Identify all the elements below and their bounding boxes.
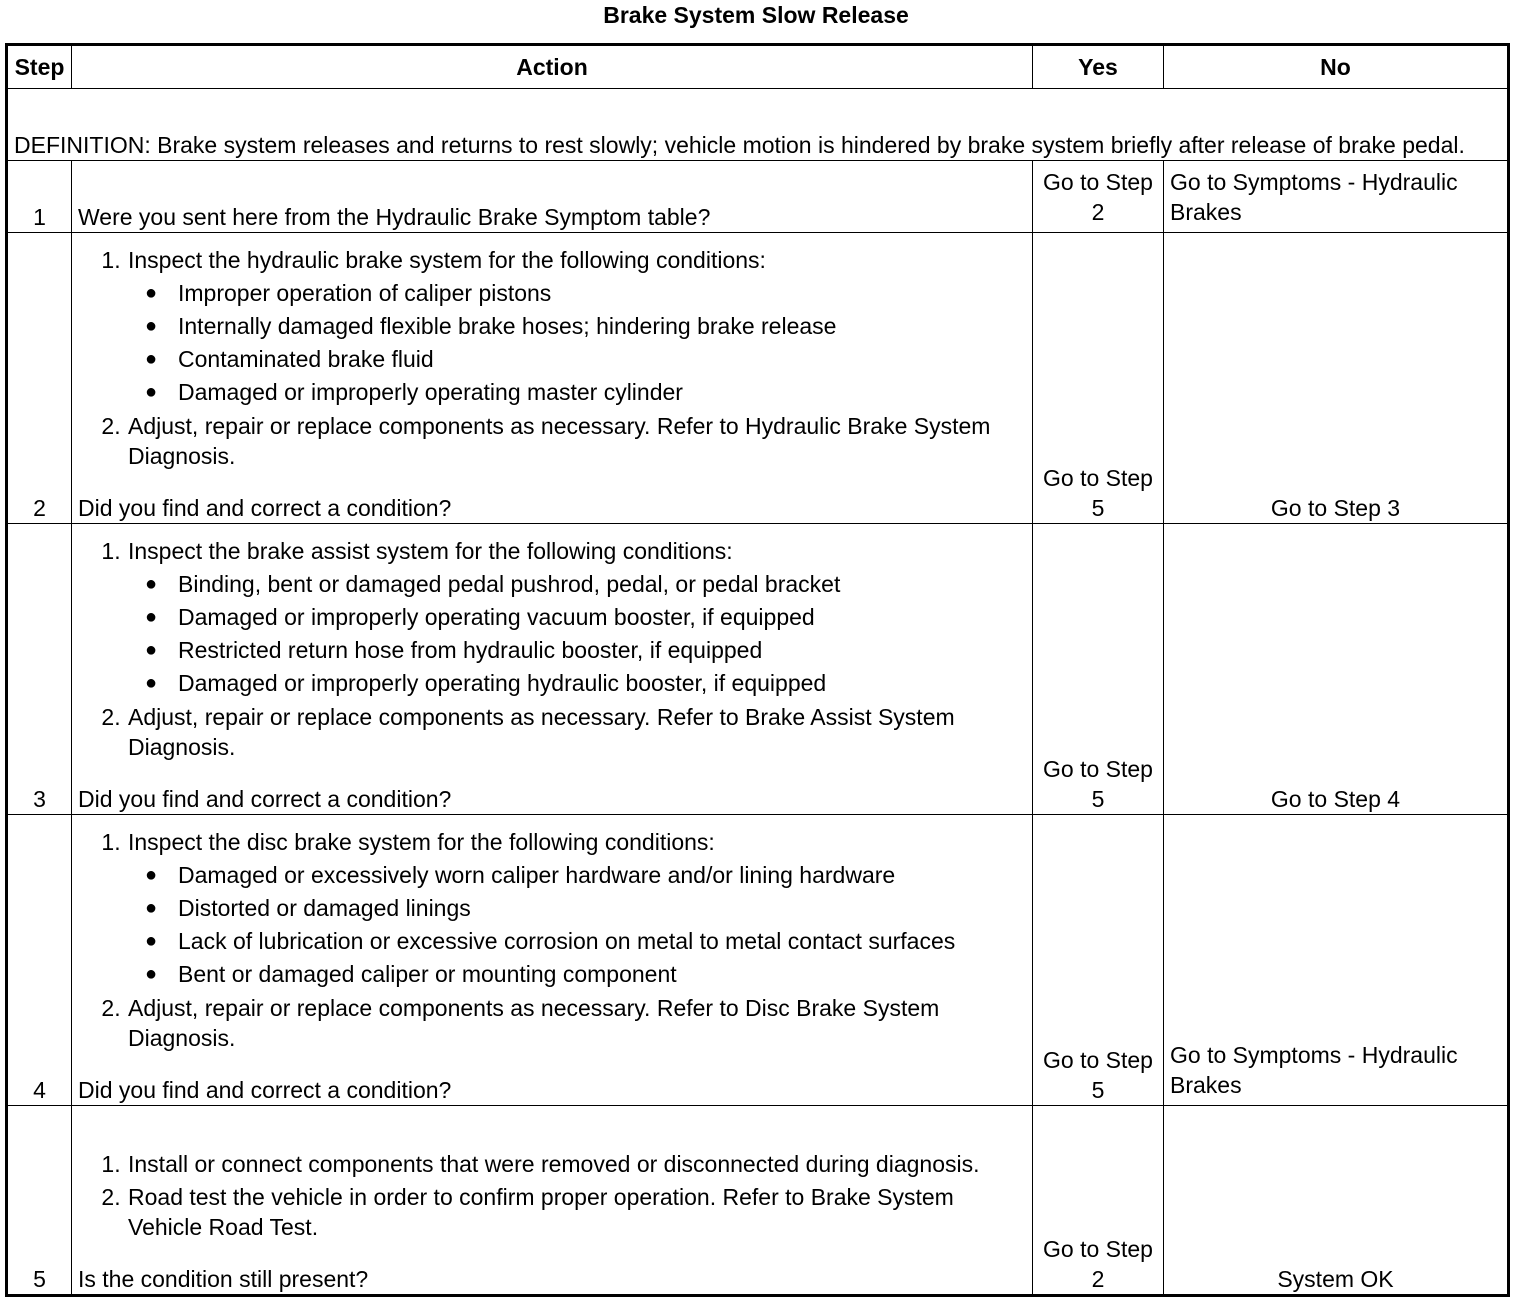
step-number: 3 (7, 524, 72, 815)
table-row (7, 815, 1509, 1106)
condition-item: ● Binding, bent or damaged pedal pushrod, pedal, or pedal bracket (178, 568, 1026, 601)
condition-item: ● Improper operation of caliper pistons (178, 277, 1026, 310)
action-question: Did you find and correct a condition? (78, 495, 452, 521)
condition-item: ● Lack of lubrication or excessive corrosion on metal to metal contact surfaces (178, 925, 1026, 958)
table-row (7, 233, 1509, 524)
definition-text: DEFINITION: Brake system releases and returns to rest slowly; vehicle motion is hindered by brake system briefly after release of brake pedal. (7, 89, 1509, 161)
yes-cell: Go to Step 2 (1033, 161, 1164, 233)
action-step-text: Inspect the hydraulic brake system for the following conditions: (128, 247, 766, 273)
header-row (7, 45, 1509, 89)
action-cell (72, 161, 1033, 233)
condition-item: ● Restricted return hose from hydraulic booster, if equipped (178, 634, 1026, 667)
action-question: Were you sent here from the Hydraulic Brake Symptom table? (78, 204, 711, 230)
diagnostic-table (5, 43, 1510, 1297)
definition-row (7, 89, 1509, 161)
condition-item: ● Damaged or improperly operating vacuum booster, if equipped (178, 601, 1026, 634)
action-steps (78, 536, 1026, 762)
yes-cell: Go to Step 5 (1033, 815, 1164, 1106)
condition-item: ● Bent or damaged caliper or mounting component (178, 958, 1026, 991)
header-no: No (1164, 45, 1509, 89)
step-number: 1 (7, 161, 72, 233)
action-step: 2. Adjust, repair or replace components as necessary. Refer to Brake Assist System Diagnosis. (127, 702, 1026, 762)
header-action: Action (72, 45, 1033, 89)
action-question: Did you find and correct a condition? (78, 1077, 452, 1103)
action-step (127, 827, 1026, 991)
condition-list (128, 859, 1026, 991)
no-cell: Go to Step 4 (1164, 524, 1509, 815)
action-steps (78, 245, 1026, 471)
no-cell: Go to Symptoms - Hydraulic Brakes (1164, 815, 1509, 1106)
no-cell: System OK (1164, 1106, 1509, 1296)
action-steps (78, 1149, 1026, 1242)
yes-cell: Go to Step 5 (1033, 524, 1164, 815)
action-step: 2. Adjust, repair or replace components as necessary. Refer to Hydraulic Brake System Diagnosis. (127, 411, 1026, 471)
action-step (127, 536, 1026, 700)
action-question: Is the condition still present? (78, 1266, 369, 1292)
condition-item: ● Distorted or damaged linings (178, 892, 1026, 925)
yes-cell: Go to Step 5 (1033, 233, 1164, 524)
page-title: Brake System Slow Release (603, 2, 909, 28)
table-row (7, 524, 1509, 815)
action-steps (78, 827, 1026, 1053)
action-question: Did you find and correct a condition? (78, 786, 452, 812)
no-cell: Go to Symptoms - Hydraulic Brakes (1164, 161, 1509, 233)
action-step (127, 245, 1026, 409)
action-cell (72, 524, 1033, 815)
action-cell (72, 1106, 1033, 1296)
step-number: 4 (7, 815, 72, 1106)
table-row (7, 161, 1509, 233)
table-row (7, 1106, 1509, 1296)
header-yes: Yes (1033, 45, 1164, 89)
action-step: 1. Install or connect components that were removed or disconnected during diagnosis. (127, 1149, 1026, 1179)
condition-list (128, 568, 1026, 700)
condition-item: ● Internally damaged flexible brake hoses; hindering brake release (178, 310, 1026, 343)
condition-list (128, 277, 1026, 409)
yes-cell: Go to Step 2 (1033, 1106, 1164, 1296)
condition-item: ● Damaged or excessively worn caliper hardware and/or lining hardware (178, 859, 1026, 892)
step-number: 5 (7, 1106, 72, 1296)
action-step-text: Inspect the disc brake system for the following conditions: (128, 829, 715, 855)
action-cell (72, 233, 1033, 524)
condition-item: ● Damaged or improperly operating hydraulic booster, if equipped (178, 667, 1026, 700)
action-step: 2. Road test the vehicle in order to confirm proper operation. Refer to Brake System Vehicle Road Test. (127, 1182, 1026, 1242)
step-number: 2 (7, 233, 72, 524)
condition-item: ● Contaminated brake fluid (178, 343, 1026, 376)
header-step: Step (7, 45, 72, 89)
action-step: 2. Adjust, repair or replace components as necessary. Refer to Disc Brake System Diagnosis. (127, 993, 1026, 1053)
action-cell (72, 815, 1033, 1106)
action-step-text: Inspect the brake assist system for the following conditions: (128, 538, 733, 564)
condition-item: ● Damaged or improperly operating master cylinder (178, 376, 1026, 409)
no-cell: Go to Step 3 (1164, 233, 1509, 524)
